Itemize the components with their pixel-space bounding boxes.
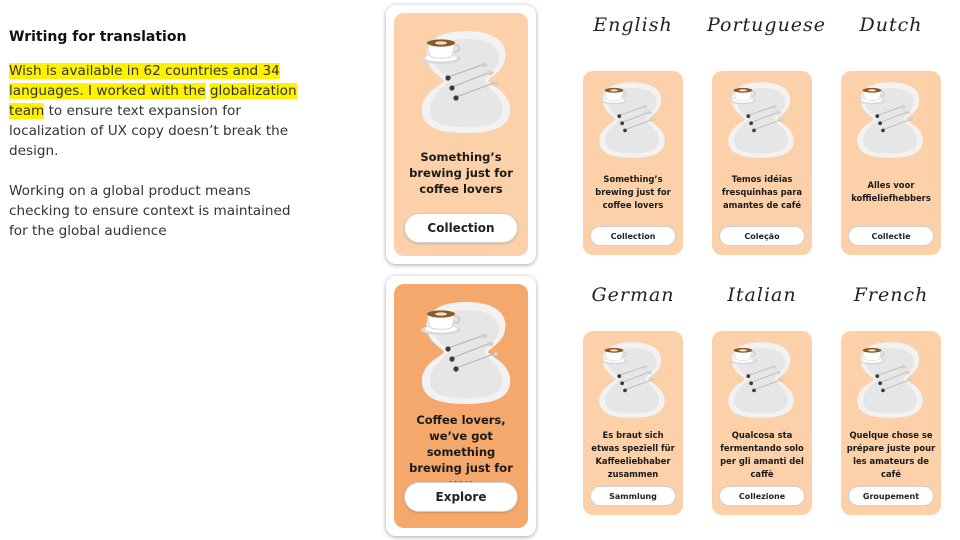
collectie-button[interactable]: Collectie (848, 226, 934, 246)
card-headline: Alles voor koffieliefhebbers (851, 180, 931, 203)
card-portuguese[interactable] (712, 71, 812, 255)
spoons-icon (615, 361, 655, 397)
card-english[interactable] (583, 71, 683, 255)
big-card-frame-2 (386, 276, 536, 536)
big-card-frame-1 (386, 5, 536, 264)
spoons-icon (744, 361, 784, 397)
card-french[interactable] (841, 331, 941, 515)
card-headline: Qualcosa sta fermentando solo per gli amanti del caffè (720, 430, 804, 479)
promo-card-explore[interactable] (394, 284, 528, 528)
groupement-button[interactable]: Groupement (848, 486, 934, 506)
card-headline: Something’s brewing just for coffee lovers (595, 174, 671, 210)
intro-paragraph-1-rest: to ensure text expansion for localization of UX copy doesn’t break the design. (9, 103, 289, 159)
language-label-portuguese: Portuguese (707, 14, 827, 36)
colecao-button[interactable]: Coleção (719, 226, 805, 246)
collezione-button[interactable]: Collezione (719, 486, 805, 506)
highlight-2: globalization team (9, 83, 297, 119)
card-headline: Coffee lovers, we’ve got something brewing just for (409, 413, 513, 475)
intro-paragraph-2: Working on a global product means checking to ensure context is maintained for the global audience (9, 183, 291, 239)
collection-button[interactable]: Collection (590, 226, 676, 246)
language-label-english: English (593, 14, 673, 36)
spoons-icon (442, 328, 498, 378)
language-label-dutch: Dutch (859, 14, 923, 36)
language-label-french: French (853, 284, 929, 306)
spoons-icon (873, 101, 913, 137)
promo-card-collection[interactable] (394, 13, 528, 256)
explore-button[interactable]: Explore (404, 482, 518, 512)
language-label-italian: Italian (727, 284, 797, 306)
card-headline: Es braut sich etwas speziell für Kaffeeliebhaber zusammen (591, 430, 675, 479)
spoons-icon (615, 101, 655, 137)
collection-button[interactable]: Collection (404, 213, 518, 243)
section-title: Writing for translation (9, 29, 187, 45)
spoons-icon (442, 57, 498, 107)
card-headline: Temos idéias fresquinhas para amantes de café (721, 174, 803, 210)
intro-paragraph-1 (9, 61, 309, 161)
intro-text (9, 29, 309, 241)
highlight-1: Wish is available in 62 countries and 34 languages. I worked with the (9, 63, 280, 99)
card-headline: Quelque chose se prépare juste pour les amateurs de café (846, 430, 936, 479)
card-german[interactable] (583, 331, 683, 515)
card-dutch[interactable] (841, 71, 941, 255)
language-label-german: German (591, 284, 675, 306)
spoons-icon (744, 101, 784, 137)
spoons-icon (873, 361, 913, 397)
sammlung-button[interactable]: Sammlung (590, 486, 676, 506)
card-italian[interactable] (712, 331, 812, 515)
card-headline: Something’s brewing just for coffee lovers (409, 150, 513, 196)
